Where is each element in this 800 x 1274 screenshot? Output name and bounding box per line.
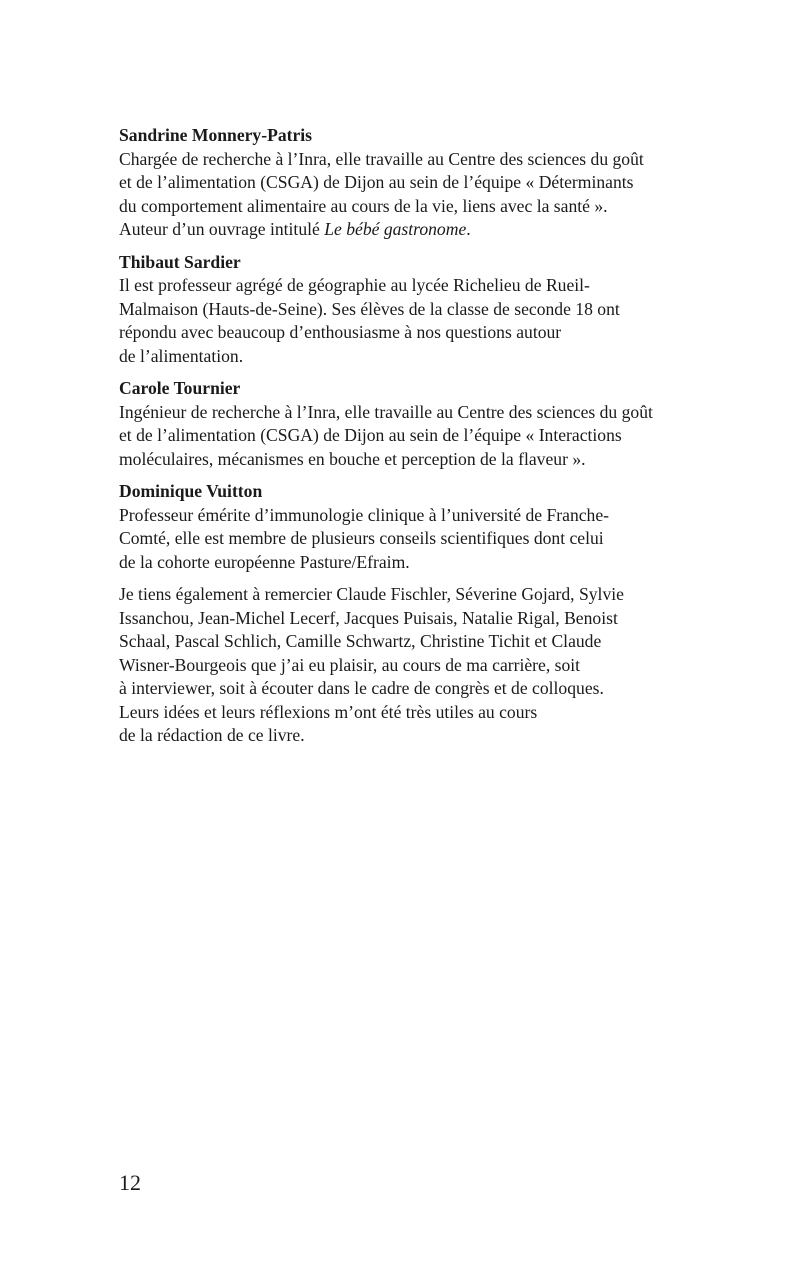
contributor-entry bbox=[119, 124, 699, 242]
contributor-entry bbox=[119, 377, 699, 471]
contributor-description bbox=[119, 274, 699, 368]
description-line: Il est professeur agrégé de géographie au lycée Richelieu de Rueil- bbox=[119, 275, 590, 295]
description-line bbox=[119, 218, 699, 242]
description-line: et de l’alimentation (CSGA) de Dijon au sein de l’équipe « Déterminants bbox=[119, 172, 634, 192]
contributor-name: Sandrine Monnery-Patris bbox=[119, 125, 313, 145]
contributor-entry bbox=[119, 251, 699, 369]
acknowledgements-line: de la rédaction de ce livre. bbox=[119, 725, 305, 745]
contributor-description bbox=[119, 401, 699, 472]
contributor-name: Thibaut Sardier bbox=[119, 251, 241, 272]
description-line: du comportement alimentaire au cours de la vie, liens avec la santé ». bbox=[119, 195, 608, 216]
acknowledgements-paragraph bbox=[119, 583, 699, 748]
contributor-name: Carole Tournier bbox=[119, 378, 241, 398]
contributor-name: Dominique Vuitton bbox=[119, 481, 263, 501]
contributor-description bbox=[119, 504, 699, 575]
description-line: Chargée de recherche à l’Inra, elle travaille au Centre des sciences du goût bbox=[119, 148, 644, 169]
description-line: Professeur émérite d’immunologie clinique à l’université de Franche- bbox=[119, 504, 610, 525]
acknowledgements-line: Je tiens également à remercier Claude Fischler, Séverine Gojard, Sylvie bbox=[119, 584, 624, 604]
description-line: répondu avec beaucoup d’enthousiasme à nos questions autour bbox=[119, 322, 562, 342]
acknowledgements-line: Schaal, Pascal Schlich, Camille Schwartz, Christine Tichit et Claude bbox=[119, 631, 602, 651]
acknowledgements-line: à interviewer, soit à écouter dans le cadre de congrès et de colloques. bbox=[119, 678, 604, 698]
book-mention-suffix: . bbox=[466, 219, 471, 239]
description-line: Malmaison (Hauts-de-Seine). Ses élèves de la classe de seconde 18 ont bbox=[119, 298, 620, 319]
book-mention-prefix: Auteur d’un ouvrage intitulé bbox=[119, 219, 325, 239]
description-line: et de l’alimentation (CSGA) de Dijon au sein de l’équipe « Interactions bbox=[119, 425, 622, 445]
acknowledgements-line: Wisner-Bourgeois que j’ai eu plaisir, au cours de ma carrière, soit bbox=[119, 654, 581, 675]
description-line: de la cohorte européenne Pasture/Efraim. bbox=[119, 551, 410, 572]
contributor-description bbox=[119, 148, 699, 242]
page-number: 12 bbox=[119, 1170, 141, 1195]
description-line: Ingénieur de recherche à l’Inra, elle travaille au Centre des sciences du goût bbox=[119, 401, 653, 422]
description-line: Comté, elle est membre de plusieurs conseils scientifiques dont celui bbox=[119, 528, 604, 548]
book-title: Le bébé gastronome bbox=[324, 219, 467, 239]
description-line: de l’alimentation. bbox=[119, 345, 244, 366]
acknowledgements-line: Issanchou, Jean-Michel Lecerf, Jacques Puisais, Natalie Rigal, Benoist bbox=[119, 607, 618, 628]
description-line: moléculaires, mécanismes en bouche et perception de la flaveur ». bbox=[119, 448, 586, 469]
contributor-entry bbox=[119, 480, 699, 574]
page-body bbox=[119, 124, 699, 748]
acknowledgements-line: Leurs idées et leurs réflexions m’ont été très utiles au cours bbox=[119, 701, 538, 722]
